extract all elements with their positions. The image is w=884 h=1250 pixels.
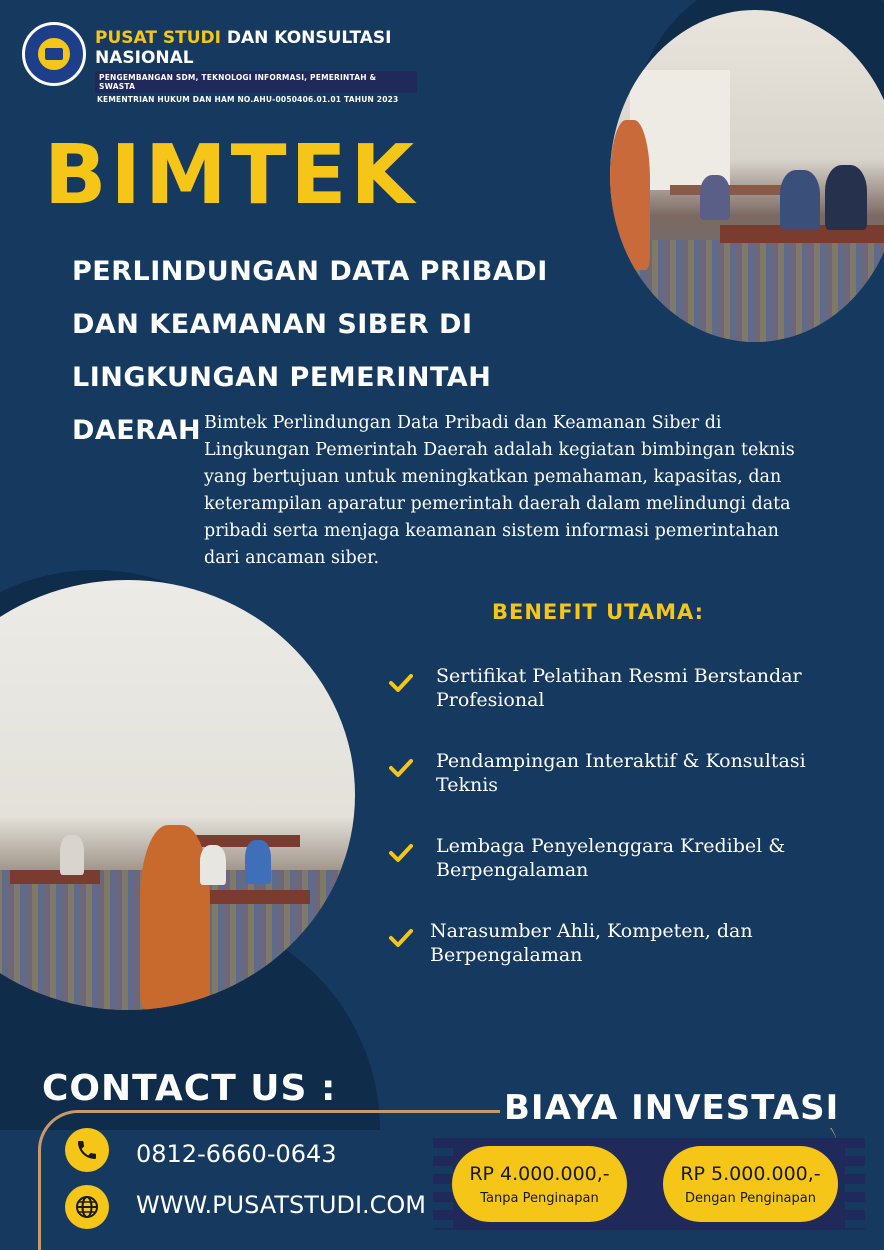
benefit-item: [388, 749, 836, 797]
investment-title: BIAYA INVESTASI: [500, 1088, 843, 1128]
benefits-title: BENEFIT UTAMA:: [492, 600, 705, 624]
organization-legal-number: KEMENTRIAN HUKUM DAN HAM NO.AHU-0050406.01.01 TAHUN 2023: [97, 95, 399, 104]
benefit-text: Narasumber Ahli, Kompeten, dan Berpengalaman: [430, 920, 753, 966]
check-icon: [388, 925, 414, 951]
organization-name: [95, 28, 420, 68]
training-photo-left: [0, 580, 355, 1010]
organization-tagline: PENGEMBANGAN SDM, TEKNOLOGI INFORMASI, PEMERINTAH & SWASTA: [95, 71, 417, 93]
price-note: Dengan Penginapan: [685, 1190, 816, 1206]
check-icon: [388, 670, 414, 696]
benefit-item: [388, 664, 836, 712]
price-option-without-lodging: [452, 1146, 627, 1222]
phone-icon: [65, 1128, 109, 1172]
benefit-text: Sertifikat Pelatihan Resmi Berstandar Profesional: [436, 665, 802, 711]
price-note: Tanpa Penginapan: [480, 1190, 599, 1206]
benefit-text: Pendampingan Interaktif & Konsultasi Teknis: [436, 750, 806, 796]
program-description: Bimtek Perlindungan Data Pribadi dan Keamanan Siber di Lingkungan Pemerintah Daerah adalah kegiatan bimbingan teknis yang bertujuan untuk meningkatkan pemahaman, kapasitas, dan keterampilan aparatur pemerintah daerah dalam melindungi data pribadi serta menjaga keamanan sistem informasi pemerintahan dari ancaman siber.: [204, 413, 795, 568]
institution-seal-icon: [22, 22, 86, 86]
contact-title: CONTACT US :: [42, 1068, 337, 1109]
benefit-item: [388, 834, 836, 882]
page-subtitle: PERLINDUNGAN DATA PRIBADI DAN KEAMANAN SIBER DI LINGKUNGAN PEMERINTAH DAERAH: [72, 256, 548, 446]
globe-icon: [65, 1185, 109, 1229]
price-value: RP 5.000.000,-: [680, 1162, 821, 1185]
organization-name-highlight: PUSAT STUDI: [95, 28, 221, 48]
benefit-text: Lembaga Penyelenggara Kredibel & Berpengalaman: [436, 835, 786, 881]
phone-number-link[interactable]: 0812-6660-0643: [136, 1140, 337, 1168]
price-value: RP 4.000.000,-: [469, 1162, 610, 1185]
training-photo-top: [610, 10, 884, 342]
organization-header: [95, 28, 420, 104]
price-option-with-lodging: [663, 1146, 838, 1222]
check-icon: [388, 840, 414, 866]
organization-name-rest: DAN KONSULTASI NASIONAL: [95, 28, 392, 68]
page-title: BIMTEK: [44, 128, 419, 223]
benefit-item: [388, 919, 830, 967]
check-icon: [388, 755, 414, 781]
website-link[interactable]: WWW.PUSATSTUDI.COM: [136, 1191, 427, 1219]
